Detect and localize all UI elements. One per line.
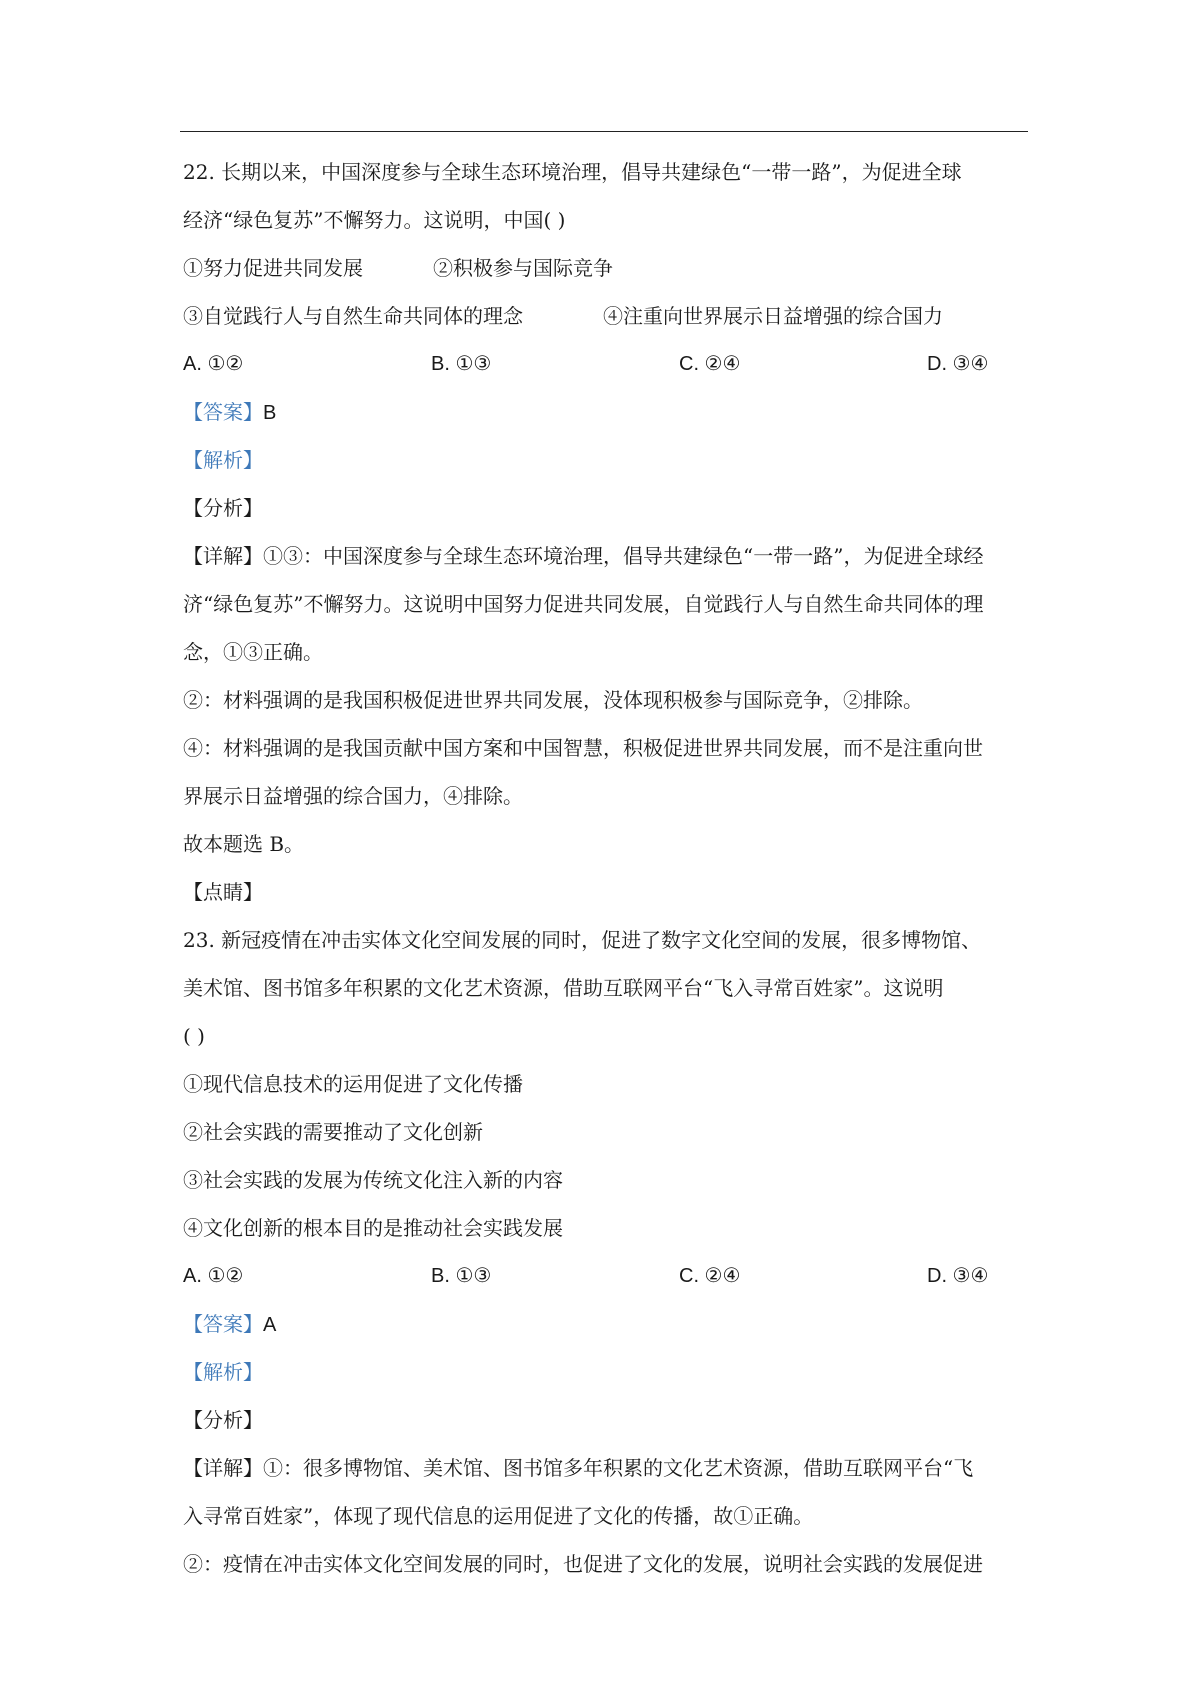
q22-statement-3: ③自觉践行人与自然生命共同体的理念 bbox=[183, 304, 523, 328]
q22-detail-line4: ②：材料强调的是我国积极促进世界共同发展，没体现积极参与国际竞争，②排除。 bbox=[183, 688, 923, 712]
q22-detail-line6: 界展示日益增强的综合国力，④排除。 bbox=[183, 784, 523, 808]
q23-stem-line1: 23. 新冠疫情在冲击实体文化空间发展的同时，促进了数字文化空间的发展，很多博物馆、 bbox=[183, 928, 982, 952]
q23-answer-label: 【答案】 bbox=[183, 1312, 263, 1336]
q23-jiexi-label: 【解析】 bbox=[183, 1360, 263, 1384]
q22-statement-1: ①努力促进共同发展 bbox=[183, 256, 363, 280]
q22-detail-label: 【详解】 bbox=[183, 544, 263, 568]
q22-answer-label: 【答案】 bbox=[183, 400, 263, 424]
q23-option-c: C. ②④ bbox=[679, 1265, 741, 1287]
q22-detail-line5: ④：材料强调的是我国贡献中国方案和中国智慧，积极促进世界共同发展，而不是注重向世 bbox=[183, 736, 983, 760]
q23-stem-line2: 美术馆、图书馆多年积累的文化艺术资源，借助互联网平台“飞入寻常百姓家”。这说明 bbox=[183, 976, 944, 1000]
q23-detail-text1: ①：很多博物馆、美术馆、图书馆多年积累的文化艺术资源，借助互联网平台“飞 bbox=[263, 1456, 974, 1480]
q23-detail-label: 【详解】 bbox=[183, 1456, 263, 1480]
q23-statement-4: ④文化创新的根本目的是推动社会实践发展 bbox=[183, 1216, 563, 1240]
q23-detail-line3: ②：疫情在冲击实体文化空间发展的同时，也促进了文化的发展，说明社会实践的发展促进 bbox=[183, 1552, 983, 1576]
q22-option-c: C. ②④ bbox=[679, 353, 741, 375]
q23-option-b: B. ①③ bbox=[431, 1265, 492, 1287]
q22-answer-value: B bbox=[263, 402, 277, 424]
q23-statement-2: ②社会实践的需要推动了文化创新 bbox=[183, 1120, 483, 1144]
q22-statement-4: ④注重向世界展示日益增强的综合国力 bbox=[603, 304, 943, 328]
document-content bbox=[183, 148, 1028, 1588]
q23-detail-line1 bbox=[183, 1444, 1028, 1492]
q23-detail-line2: 入寻常百姓家”，体现了现代信息的运用促进了文化的传播，故①正确。 bbox=[183, 1504, 814, 1528]
q23-option-a: A. ①② bbox=[183, 1265, 244, 1287]
q22-option-a: A. ①② bbox=[183, 353, 244, 375]
q23-options bbox=[183, 1252, 1028, 1300]
q22-answer bbox=[183, 388, 1028, 436]
q23-option-d: D. ③④ bbox=[927, 1265, 989, 1287]
q22-statements-row1 bbox=[183, 244, 1028, 292]
q22-dianjing-label: 【点睛】 bbox=[183, 880, 263, 904]
q22-detail-line1 bbox=[183, 532, 1028, 580]
q22-stem-line2: 经济“绿色复苏”不懈努力。这说明，中国( ) bbox=[183, 208, 566, 232]
q23-answer-value: A bbox=[263, 1314, 277, 1336]
q22-options bbox=[183, 340, 1028, 388]
q23-stem-line3: ( ) bbox=[183, 1024, 205, 1048]
q22-stem-line1: 22. 长期以来，中国深度参与全球生态环境治理，倡导共建绿色“一带一路”，为促进全球 bbox=[183, 160, 962, 184]
q22-statements-row2 bbox=[183, 292, 1028, 340]
q23-answer bbox=[183, 1300, 1028, 1348]
q23-statement-1: ①现代信息技术的运用促进了文化传播 bbox=[183, 1072, 523, 1096]
q22-jiexi-label: 【解析】 bbox=[183, 448, 263, 472]
q22-fenxi-label: 【分析】 bbox=[183, 496, 263, 520]
q22-statement-2: ②积极参与国际竞争 bbox=[433, 256, 613, 280]
q22-detail-line3: 念，①③正确。 bbox=[183, 640, 323, 664]
q22-conclusion: 故本题选 B。 bbox=[183, 832, 305, 856]
q22-detail-text1: ①③：中国深度参与全球生态环境治理，倡导共建绿色“一带一路”，为促进全球经 bbox=[263, 544, 984, 568]
q22-detail-line2: 济“绿色复苏”不懈努力。这说明中国努力促进共同发展，自觉践行人与自然生命共同体的理 bbox=[183, 592, 984, 616]
q22-option-d: D. ③④ bbox=[927, 353, 989, 375]
q23-fenxi-label: 【分析】 bbox=[183, 1408, 263, 1432]
header-rule bbox=[180, 131, 1028, 132]
q22-option-b: B. ①③ bbox=[431, 353, 492, 375]
q23-statement-3: ③社会实践的发展为传统文化注入新的内容 bbox=[183, 1168, 563, 1192]
